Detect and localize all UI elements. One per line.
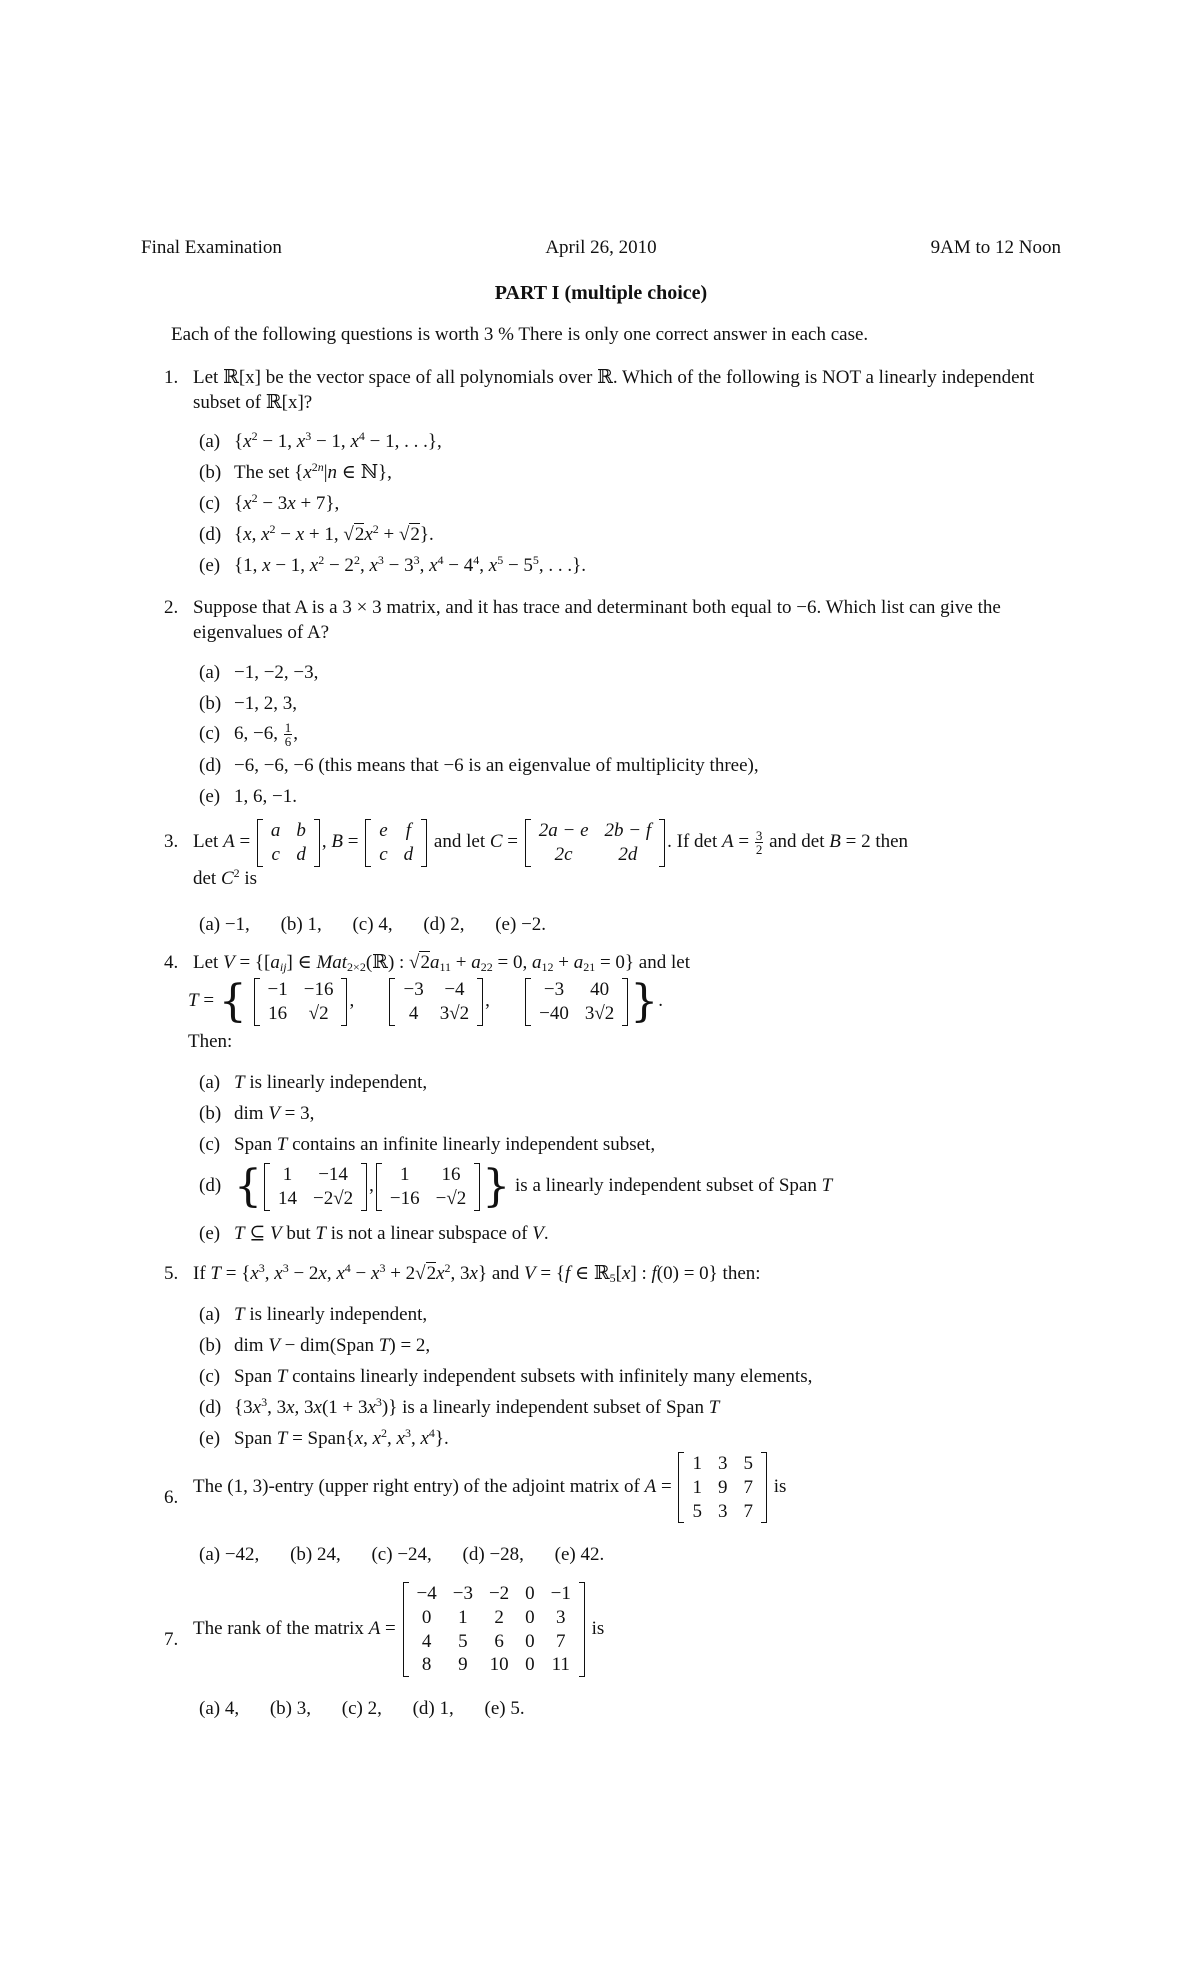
matrix-d1: 1 −14 14 −2√2: [264, 1163, 367, 1211]
question-number: 1.: [164, 367, 179, 388]
q4-option-b: (b) dim V = 3,: [199, 1103, 315, 1124]
q1-option-a: (a) {$x^2 - 1$, $x^3 - 1$, $x^4 - 1$, . . .},: [199, 429, 442, 452]
q5-option-a: (a) T is linearly independent,: [199, 1304, 428, 1325]
header-center: April 26, 2010: [545, 237, 657, 258]
matrix-a: 1 3 5 1 9 7 5 3 7: [678, 1452, 767, 1523]
part-title: PART I (multiple choice): [494, 282, 708, 304]
q2-option-d: (d) −6, −6, −6 (this means that −6 is an eigenvalue of multiplicity three),: [199, 755, 759, 776]
q1-option-e: (e) {1, x − 1, $x^2 - 2^2$, $x^3 - 3^3$, $x^4 - 4^4$, $x^5 - 5^5$, . . .}.: [199, 553, 587, 576]
q4-option-d: (d) { 1 −14 14 −2√2 , 1 16 −16 −√2 } is a linearly independent subset of Span T: [199, 1160, 833, 1212]
header-left: Final Examination: [141, 237, 282, 258]
matrix-d2: 1 16 −16 −√2: [376, 1163, 480, 1211]
matrix-a: a b c d: [257, 819, 320, 867]
question-number: 5.: [164, 1263, 179, 1284]
question-text: The (1, 3)-entry (upper right entry) of the adjoint matrix of A = 1 3 5 1 9 7 5 3 7 is: [193, 1453, 787, 1522]
matrix-a: −4 −3 −2 0 −1 0 1 2 0 3 4 5 6 0 7 8 9 10 0 11: [403, 1582, 585, 1677]
intro-text: Each of the following questions is worth 3 % There is only one correct answer in each case.: [171, 324, 869, 345]
q4-set-t: T = { −1 −16 16 √2 , −3 −4 4 3√2 , −3 40 −40 3√2 }.: [188, 975, 664, 1027]
header-right: 9AM to 12 Noon: [930, 237, 1061, 258]
q5-option-b: (b) dim V − dim(Span T) = 2,: [199, 1335, 431, 1356]
matrix-t3: −3 40 −40 3√2: [525, 978, 628, 1026]
question-text: Let $V = \{[a_{ij}]$ ∈ Mat$_{2\times 2}$(ℝ) : $√2a_{11} + a_{22} = 0$, $a_{12} + a_{21} = 0$} and let: [193, 952, 690, 974]
matrix-t2: −3 −4 4 3√2: [389, 978, 483, 1026]
q2-option-a: (a) −1, −2, −3,: [199, 662, 319, 683]
matrix-c: 2a − e 2b − f 2c 2d: [525, 819, 665, 867]
question-text: The rank of the matrix A = −4 −3 −2 0 −1 0 1 2 0 3 4 5 6 0 7 8 9 10 0 11 is: [193, 1583, 605, 1676]
matrix-t1: −1 −16 16 √2: [254, 978, 348, 1026]
question-text: Let ℝ[x] be the vector space of all polynomials over ℝ. Which of the following is NOT a linearly independent subset of ℝ[x]?: [193, 367, 1035, 413]
q1-option-c: (c) $\{x^2 - 3x + 7\}$,: [199, 491, 340, 514]
q5-option-d: (d) {$3x^3$, 3x, $3x(1 + 3x^3)$} is a linearly independent subset of Span T: [199, 1395, 720, 1418]
q2-option-c: (c) 6, −6, $\frac{1}{6}$ ,: [199, 720, 298, 749]
question-text: If $T = \{x^3$, $x^3 - 2x$, $x^4 - x^3 + 2√2x^2$, 3x} and V = {f ∈ ℝ$_5$[x] : f(0) = 0} then:: [193, 1261, 761, 1285]
question-text: Suppose that A is a 3 × 3 matrix, and it has trace and determinant both equal to −6. Which list can give the eigenvalues of A?: [193, 597, 1001, 643]
q5-option-e: (e) Span T = Span{x, $x^2$, $x^3$, $x^4$}.: [199, 1426, 449, 1449]
question-number: 4.: [164, 952, 179, 973]
q6-options: (a) −42, (b) 24, (c) −24, (d) −28, (e) 42.: [199, 1544, 605, 1565]
question-number: 2.: [164, 597, 179, 618]
question-number: 7.: [164, 1629, 179, 1650]
q2-option-e: (e) 1, 6, −1.: [199, 786, 297, 807]
question-number: 6.: [164, 1487, 179, 1508]
question-number: 3.: [164, 831, 179, 852]
q7-options: (a) 4, (b) 3, (c) 2, (d) 1, (e) 5.: [199, 1698, 525, 1719]
q4-option-c: (c) Span T contains an infinite linearly independent subset,: [199, 1134, 656, 1155]
q3-options: (a) −1, (b) 1, (c) 4, (d) 2, (e) −2.: [199, 914, 547, 935]
q1-option-b: (b) The set {$x^{2n}|n$ ∈ ℕ},: [199, 460, 392, 483]
q1-option-d: (d) {x, $x^2 - x + 1$, $√2x^2 + √2$}.: [199, 522, 434, 545]
matrix-b: e f c d: [365, 819, 427, 867]
question-text: Let A = a b c d , B = e f c d and let C = 2a − e 2b − f 2c 2d . If det A = $\frac{3}{2}$ and det B = 2 then $\det C^2$ is: [193, 820, 909, 889]
q4-then: Then:: [188, 1031, 233, 1052]
q4-option-e: (e) T ⊆ V but T is not a linear subspace of V.: [199, 1223, 549, 1244]
q5-option-c: (c) Span T contains linearly independent subsets with infinitely many elements,: [199, 1366, 813, 1387]
q4-option-a: (a) T is linearly independent,: [199, 1072, 428, 1093]
q2-option-b: (b) −1, 2, 3,: [199, 693, 297, 714]
page-header: [141, 236, 1061, 262]
